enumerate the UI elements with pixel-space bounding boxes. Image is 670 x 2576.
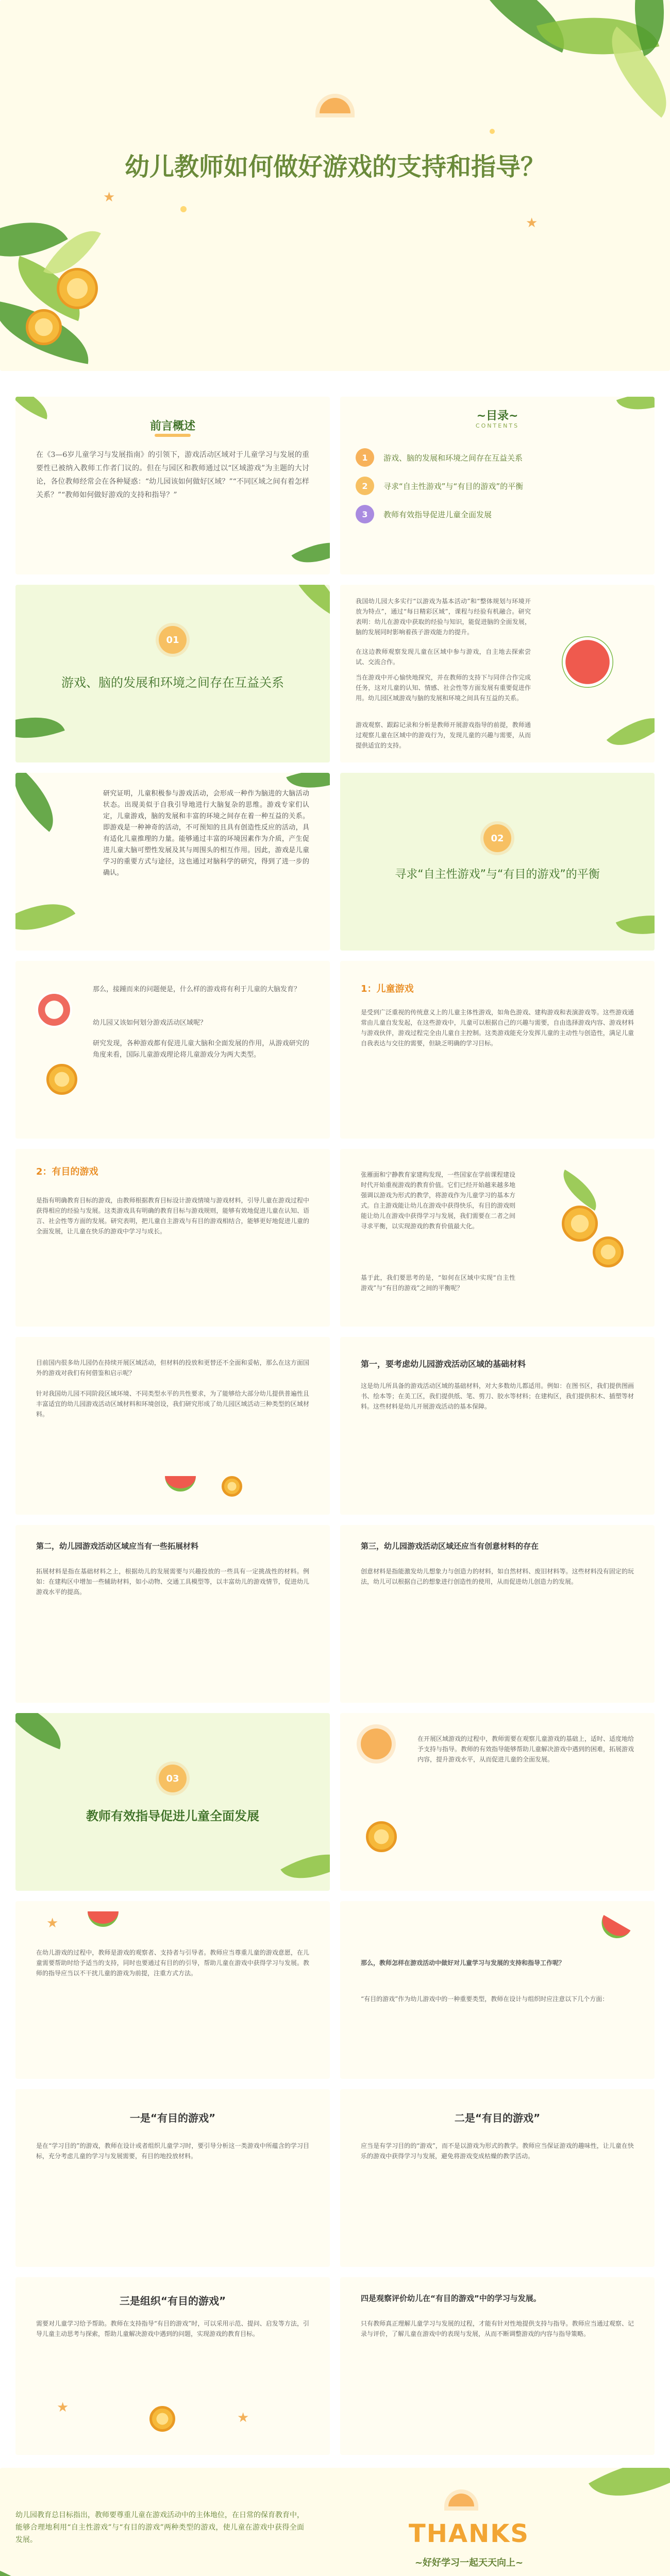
orange-slice-icon bbox=[57, 268, 98, 309]
toc-title: ~目录~ bbox=[476, 410, 518, 422]
paragraph: 在这边教师观察发现儿童在区域中参与游戏，自主地去探索尝试、交流合作。 bbox=[356, 648, 531, 666]
paragraph: 拓展材料是指在基础材料之上，根据幼儿的发展需要与兴趣投放的一些具有一定挑战性的材料。例如：在建构区中增加一些辅助材料，如小动物、交通工具模型等，以丰富幼儿的游戏情节，促进幼儿游戏水平的提高。 bbox=[36, 1568, 309, 1596]
point-three-slide bbox=[15, 2277, 330, 2455]
children-game-slide bbox=[340, 961, 655, 1139]
section-title: 游戏、脑的发展和环境之间存在互益关系 bbox=[61, 675, 284, 690]
ending-slide bbox=[0, 2468, 670, 2576]
leaf-decoration bbox=[0, 2567, 76, 2576]
leaf-decoration bbox=[291, 530, 330, 574]
toc-item[interactable] bbox=[356, 477, 523, 495]
preface-text: 在《3—6岁儿童学习与发展指南》的引领下，游戏活动区域对于儿童学习与发展的重要性已被纳入教师工作者门议的。但在与园区和教师通过以“区域游戏”为主题的大讨论，各位教师经常会在各种疑惑：“幼儿园该如何做好区域？”“不同区域之间有着怎样关系？”“教师如何做好游戏的支持和指导？” bbox=[36, 451, 309, 499]
paragraph: 张雁面和宁静教育家建构发现，一些国家在学前课程建设时代开始重视游戏的教育价值。它们已经开始越来越多地强调以游戏为形式的教学，将游戏作为儿童学习的基本方式。自主游戏能让幼儿在游戏中获得快乐，有目的游戏则能让幼儿在游戏中获得学习与发展，我们需要在二者之间寻求平衡，以实现游戏的教育价值最大化。 bbox=[361, 1171, 516, 1230]
paragraph: 这是幼儿所具备的游戏活动区域的基础材料，对大多数幼儿都适用。例如：在图书区，我们提供图画书、绘本等；在美工区，我们提供纸、笔、剪刀、胶水等材料；在建构区，我们提供积木、插塑等材料。这些材料是幼儿开展游戏活动的基本保障。 bbox=[361, 1382, 634, 1410]
orange-slice-icon bbox=[366, 1821, 397, 1852]
leaf-decoration bbox=[280, 1839, 330, 1891]
leaf-decoration bbox=[280, 585, 330, 616]
paragraph: 当在游戏中开心愉快地探究，并在教师的支持下与同伴合作完成任务，这对儿童的认知、情感、社会性等方面发展有重要促进作用。幼儿园区域游戏与脑的发展和环境之间具有互益的关系。 bbox=[356, 674, 531, 702]
thanks-heading: THANKS bbox=[409, 2519, 529, 2548]
section-03-slide bbox=[15, 1713, 330, 1891]
closing-text: 幼儿园教育总目标指出，教师要尊重儿童在游戏活动中的主体地位，在日常的保育教育中，能够合理地利用“自主性游戏”与“有目的游戏”两种类型的游戏，使儿童在游戏中获得全面发展。 bbox=[15, 2511, 304, 2544]
paragraph: 目前国内很多幼儿园仍在持续开展区域活动，但材料的投放和更替还不全面和妥帖，那么在这方面国外的游戏对我们有何借鉴和启示呢？ 针对我国幼儿园不同阶段区域环境、不同类型水平的共性要求，为了能够给大部分幼儿提供普遍性且丰富适宜的幼儿园游戏活动区域材料和环境创设，我们研究形成了幼儿园区域活动三种类型的区域材料。 bbox=[36, 1359, 309, 1418]
orange-slice-icon bbox=[46, 1064, 77, 1095]
toc-number: 3 bbox=[356, 505, 374, 523]
point-heading: 四是观察评价幼儿在“有目的游戏”中的学习与发展。 bbox=[361, 2294, 541, 2303]
toc-subtitle: CONTENTS bbox=[475, 422, 520, 429]
teacher-question-slide bbox=[340, 1901, 655, 2079]
heading-underline bbox=[155, 434, 191, 437]
question-text: 研究发现，各种游戏都有促进儿童大脑和全面发展的作用，从游戏研究的角度来看，国际儿童游戏理论将儿童游戏分为两大类型。 bbox=[93, 1040, 309, 1059]
paragraph: 游戏观察、跟踪记录和分析是教师开展游戏指导的前提，教师通过观察儿童在区域中的游戏行为，发现儿童的兴趣与需要，从而提供适宜的支持。 bbox=[356, 721, 531, 749]
preface-slide bbox=[15, 397, 330, 574]
paragraph: 创意材料是指能激发幼儿想象力与创造力的材料，如自然材料、废旧材料等。这些材料没有固定的玩法，幼儿可以根据自己的想象进行创造性的使用，从而促进幼儿创造力的发展。 bbox=[361, 1568, 634, 1585]
star-icon: ★ bbox=[237, 2410, 249, 2426]
point-heading: 三是组织“有目的游戏” bbox=[119, 2295, 226, 2307]
research-text: 研究证明，儿童积极参与游戏活动，会形成一种作为脑进的大脑活动状态。出现美似于自我引导地进行大脑复杂的思维。游戏专家们认定，儿童游戏，脑的发展和丰富的环境之间存在着一种互益的关系。即游戏是一种神奇的活动，不可预知的且具有创造性反应的活动，具有适化儿童推理的力量。能够通过丰富的环境因素作为介质，产生促进儿童大脑可塑性发展及其与周围头的相互作用。因此，游戏是儿童学习的重要方式与途径，这也通过对脑科学的研究，得到了进一步的确认。 bbox=[103, 790, 309, 877]
materials-intro-slide bbox=[15, 1337, 330, 1515]
toc-item-label: 教师有效指导促进儿童全面发展 bbox=[383, 510, 492, 519]
leaf-decoration bbox=[607, 703, 655, 759]
point-heading: 二是“有目的游戏” bbox=[454, 2112, 541, 2124]
question-slide bbox=[15, 961, 330, 1139]
sun-icon bbox=[448, 2494, 474, 2506]
paragraph: 基于此，我们要思考的是，“如何在区域中实现“自主性游戏”与“有目的游戏”之间的平衡呢？ bbox=[361, 1274, 515, 1292]
orange-slice-icon bbox=[222, 1476, 242, 1497]
question-text: 那么，接踵而来的问题便是，什么样的游戏将有利于儿童的大脑发育？ bbox=[93, 986, 301, 993]
toc-item[interactable] bbox=[356, 505, 492, 523]
point-one-slide bbox=[15, 2089, 330, 2267]
sun-icon bbox=[320, 98, 350, 113]
paragraph: 在开展区域游戏的过程中，教师需要在观察儿童游戏的基础上，适时、适度地给予支持与指导。教师的有效指导能够帮助儿童解决游戏中遇到的困难，拓展游戏内容，提升游戏水平，从而促进儿童的全面发展。 bbox=[417, 1735, 634, 1763]
watermelon-icon bbox=[165, 1476, 196, 1492]
leaf-decoration bbox=[589, 2468, 670, 2519]
star-icon: ★ bbox=[103, 190, 115, 205]
question-text: 幼儿园又该如何划分游戏活动区域呢？ bbox=[93, 1019, 207, 1027]
section-03-text-slide bbox=[340, 1713, 655, 1891]
paragraph: 只有教师真正理解儿童学习与发展的过程，才能有针对性地提供支持与指导。教师应当通过观察、记录与评价，了解儿童在游戏中的表现与发展，从而不断调整游戏的内容与指导策略。 bbox=[361, 2320, 634, 2337]
subsection-heading: 2：有目的游戏 bbox=[36, 1166, 98, 1177]
point-heading: 一是“有目的游戏” bbox=[129, 2112, 216, 2124]
leaf-decoration bbox=[15, 397, 54, 419]
paragraph: 我国幼儿园大多实行“以游戏为基本活动”和“整体规划与环境开放为特点”，通过“每日精彩区域”，课程与经验有机融合。研究表明：幼儿在游戏中获取的经验与知识，能促进脑的全面发展，脑的发展同时影响着孩子游戏能力的提升。 bbox=[356, 598, 531, 636]
section-number-badge: 02 bbox=[483, 824, 511, 852]
paragraph: 那么，教师怎样在游戏活动中做好对儿童学习与发展的支持和指导工作呢？ bbox=[361, 1959, 565, 1967]
section-title: 寻求“自主性游戏”与“有目的游戏”的平衡 bbox=[395, 868, 600, 881]
paragraph: 是在“学习目的”的游戏，教师在设计或者组织儿童学习时，要引导分析这一类游戏中所蕴含的学习目标，充分考虑儿童的学习与发展需要，有目的地投放材料。 bbox=[36, 2142, 309, 2160]
research-balance-slide bbox=[340, 1149, 655, 1327]
cover-slide bbox=[0, 0, 670, 371]
basic-materials-slide bbox=[340, 1337, 655, 1515]
extension-materials-slide bbox=[15, 1525, 330, 1703]
leaf-decoration bbox=[616, 903, 655, 947]
toc-number: 1 bbox=[356, 448, 374, 467]
preface-heading: 前言概述 bbox=[149, 420, 195, 433]
teacher-role-slide bbox=[15, 1901, 330, 2079]
watermelon-icon bbox=[562, 636, 613, 688]
point-two-slide bbox=[340, 2089, 655, 2267]
leaf-decoration bbox=[15, 704, 65, 752]
dot-decoration bbox=[180, 206, 187, 212]
purposeful-game-slide bbox=[15, 1149, 330, 1327]
star-icon: ★ bbox=[526, 215, 538, 231]
toc-item[interactable] bbox=[356, 448, 523, 467]
toc-item-label: 游戏、脑的发展和环境之间存在互益关系 bbox=[383, 453, 523, 463]
cover-title: 幼儿教师如何做好游戏的支持和指导？ bbox=[124, 152, 545, 181]
research-slide bbox=[15, 773, 330, 951]
dot-decoration bbox=[490, 129, 495, 134]
paragraph: “有目的游戏”作为幼儿游戏中的一种重要类型，教师在设计与组织时应注意以下几个方面： bbox=[361, 1995, 609, 2003]
paragraph: 在幼儿游戏的过程中，教师是游戏的观察者、支持者与引导者。教师应当尊重儿童的游戏意愿，在儿童需要帮助时给予适当的支持，同时也要通过有目的的引导，帮助儿童在游戏中获得学习与发展。教师的指导应当以不干扰儿童的游戏为前提，注重方式方法。 bbox=[36, 1949, 309, 1977]
paragraph: 需要对儿童学习给予帮助。教师在支持指导“有目的游戏”时，可以采用示范、提问、启发等方法，引导儿童主动思考与探索，帮助儿童解决游戏中遇到的问题，实现游戏的教育目标。 bbox=[36, 2320, 309, 2337]
point-four-slide bbox=[340, 2277, 655, 2455]
creative-materials-slide bbox=[340, 1525, 655, 1703]
star-icon: ★ bbox=[46, 1916, 59, 1931]
orange-slice-icon bbox=[26, 309, 62, 345]
watermelon-icon bbox=[596, 1915, 631, 1944]
star-icon: ★ bbox=[57, 2400, 69, 2415]
citrus-icon bbox=[562, 1206, 598, 1242]
citrus-icon bbox=[593, 1236, 624, 1267]
watermelon-icon bbox=[88, 1911, 119, 1927]
section-01-slide bbox=[15, 585, 330, 762]
subsection-heading: 1：儿童游戏 bbox=[361, 984, 414, 994]
section-number-badge: 03 bbox=[159, 1765, 187, 1792]
toc-number: 2 bbox=[356, 477, 374, 495]
leaf-decoration bbox=[15, 1713, 70, 1749]
section-title: 教师有效指导促进儿童全面发展 bbox=[86, 1809, 259, 1823]
toc-slide bbox=[340, 397, 655, 574]
paragraph: 是受到广泛重视的传统意义上的儿童主体性游戏，如角色游戏、建构游戏和表演游戏等。这些游戏通常由儿童自发发起，在这些游戏中，儿童可以根据自己的兴趣与需要，自由选择游戏内容、游戏材料与游戏伙伴，游戏过程完全由儿童自主控制。这类游戏能充分发挥儿童的主动性与创造性，满足儿童自我表达与交往的需要，但缺乏明确的学习目标。 bbox=[361, 1009, 634, 1047]
subsection-heading: 第二，幼儿园游戏活动区域应当有一些拓展材料 bbox=[36, 1541, 199, 1551]
lifebuoy-icon bbox=[36, 992, 72, 1028]
subsection-heading: 第三，幼儿园游戏活动区域还应当有创意材料的存在 bbox=[361, 1541, 539, 1551]
slogan-text: ~好好学习一起天天向上~ bbox=[414, 2557, 524, 2568]
subsection-heading: 第一，要考虑幼儿园游戏活动区域的基础材料 bbox=[361, 1359, 526, 1369]
section-number-badge: 01 bbox=[159, 626, 187, 654]
section-01-text-slide bbox=[340, 585, 655, 762]
section-02-slide bbox=[340, 773, 655, 951]
orange-slice-icon bbox=[149, 2406, 175, 2432]
leaf-decoration bbox=[15, 773, 69, 832]
sun-icon bbox=[361, 1728, 392, 1759]
leaf-decoration bbox=[15, 887, 75, 947]
leaf-decoration bbox=[555, 1170, 605, 1211]
paragraph: 是指有明确教育目标的游戏，由教师根据教育目标设计游戏情境与游戏材料，引导儿童在游戏过程中获得相应的经验与发展。这类游戏具有明确的教育目标与游戏规则，能够有效地促进儿童在认知、语言、社会性等方面的发展。研究表明，把儿童自主游戏与有目的游戏相结合，能够更好地促进儿童的全面发展，让儿童在快乐的游戏中学习与成长。 bbox=[36, 1197, 309, 1235]
paragraph: 应当是有学习目的的“游戏”，而不是以游戏为形式的教学。教师应当保证游戏的趣味性，让儿童在快乐的游戏中获得学习与发展，避免将游戏变成枯燥的教学活动。 bbox=[361, 2142, 634, 2160]
toc-item-label: 寻求“自主性游戏”与“有目的游戏”的平衡 bbox=[383, 481, 524, 491]
